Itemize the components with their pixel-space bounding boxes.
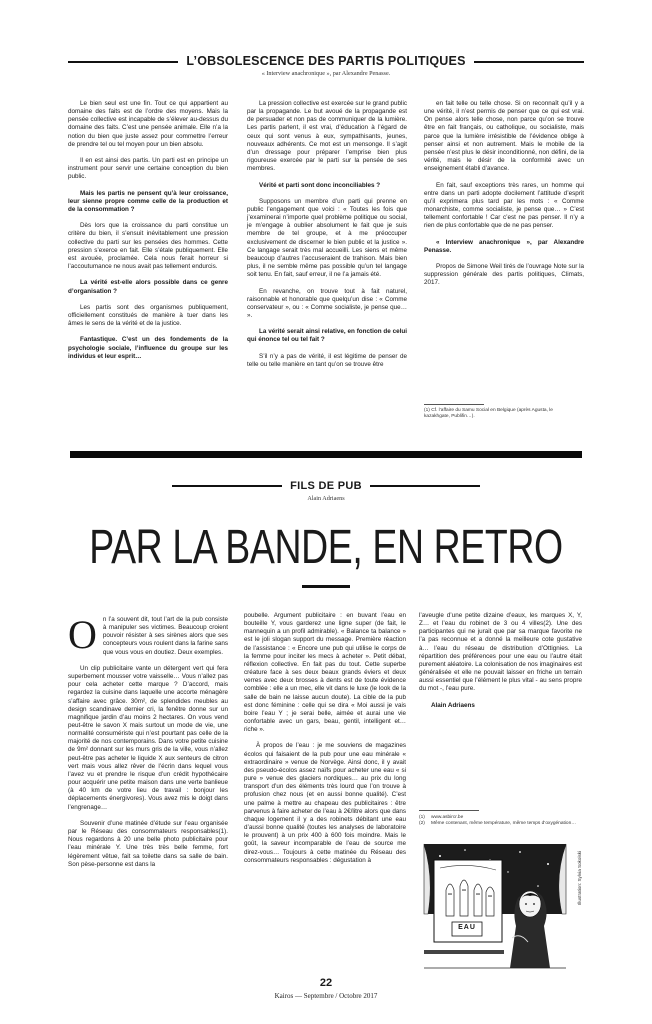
article2-column-2	[244, 612, 406, 873]
drop-cap: O	[68, 612, 97, 657]
page-number: 22	[319, 977, 333, 989]
paragraph: poubelle. Argument publicitaire : en buvant l’eau en bouteille Y, vous garderez une ligne super (de fait, le mannequin a un profil admirable). « Balance ta balance » est le joli slogan support du message. Première réaction de l’assistance : « Encore une pub qui utilise le corps de la femme pour inciter les mecs à acheter ». Petit débat, réflexion collective. En fait pas du tout. Cette superbe créature face à ses deux beaux grands éviers et deux verres avec deux brosses à dents est de toute évidence comblée : elle a un mec, elle vit dans le luxe (le look de la salle de bain ne laisse aucun doute). La cible de la pub est donc féminine : celle qui se dira « Moi aussi je vais boire l’eau Y ; je serai belle, aimée et aurai une vie confortable avec un gars, beau, gentil, intelligent et… riche ».	[244, 612, 406, 734]
paragraph: l’aveugle d’une petite dizaine d’eaux, les marques X, Y, Z… et l’eau du robinet de 3 ou 4 villes(2). Une des participantes qui ne jurait que par sa marque favorite ne l’a pas reconnue et a donné la meilleure cote gustative à… l’eau du réseau de distribution d’Ottignies. La répartition des préférences pour une eau ou l’autre était purement aléatoire. La colonisation de nos imaginaires est généralisée et elle ne pouvait laisser en friche un terrain aussi essentiel que l’élément le plus vital - au sens propre du mot -, l’eau pure.	[419, 612, 582, 693]
interview-question: Fantastique. C’est un des fondements de la psychologie sociale, l’influence du groupe sur les individus et leur esprit…	[68, 336, 228, 360]
paragraph: Les partis sont des organismes publiquement, officiellement constitués de manière à tuer dans les âmes le sens de la vérité et de la justice.	[68, 303, 228, 328]
paragraph: Propos de Simone Weil tirés de l’ouvrage Note sur la suppression générale des partis politiques, Climats, 2017.	[424, 263, 584, 287]
paragraph: Le bien seul est une fin. Tout ce qui appartient au domaine des faits est de l’ordre des moyens. Mais la pensée collective est incapable de s’élever au-dessus du domaine des faits. C’est une pensée animale. Elle n’a la notion du bien que juste assez pour commettre l’erreur de prendre tel ou tel moyen pour un bien absolu.	[68, 100, 228, 148]
paragraph: En revanche, on trouve tout à fait naturel, raisonnable et honorable que quelqu’un dise : « Comme conservateur », ou : « Comme socialiste, je pense que… ».	[247, 287, 407, 320]
article1-column-1	[68, 100, 228, 369]
paragraph: La pression collective est exercée sur le grand public par la propagande. Le but avoué de la propagande est de persuader et non pas de communiquer de la lumière. Les partis parlent, il est vrai, d’éducation à l’égard de ceux qui sont venus à eux, sympathisants, jeunes, nouveaux adhérents. Ce mot est un mensonge. Il s’agit d’un dressage pour préparer l’emprise bien plus rigoureuse exercée par le parti sur la pensée de ses membres.	[247, 100, 407, 173]
paragraph: n l’a souvent dit, tout l’art de la pub consiste à manipuler ses victimes. Beaucoup croient pouvoir résister à ses sirènes alors que ses concepteurs vous roulent dans la farine sans que vous vous en doutiez. Deux exemples.	[102, 616, 228, 656]
paragraph: S’il n’y a pas de vérité, il est légitime de penser de telle ou telle manière en tant qu’on se trouve être	[247, 352, 407, 368]
rubric-rule-left	[172, 485, 282, 487]
issue-footer: Kairos — Septembre / Octobre 2017	[274, 992, 378, 1000]
rubric-rule-right	[370, 485, 480, 487]
paragraph: Dès lors que la croissance du parti constitue un critère du bien, il s’ensuit inévitablement une pression collective du parti sur les pensées des hommes. Cette pression s’exerce en fait. Elle s’étale publiquement. Elle est avouée, proclamée. Cela nous ferait horreur si l’accoutumance ne nous avait pas tellement endurcis.	[68, 222, 228, 271]
paragraph: Il en est ainsi des partis. Un parti est en principe un instrument pour servir une certaine conception du bien public.	[68, 157, 228, 181]
paragraph: En fait, sauf exceptions très rares, un homme qui entre dans un parti adopte docilement l’attitude d’esprit qu’il exprimera plus tard par les mots : « Comme monarchiste, comme socialiste, je pense que… » C’est tellement confortable ! Car c’est ne pas penser. Il n’y a rien de plus confortable que de ne pas penser.	[424, 181, 584, 230]
interview-question: La vérité serait ainsi relative, en fonction de celui qui énonce tel ou tel fait ?	[247, 328, 407, 344]
footnote: (1) Cf. l’affaire du Samu Social en Belgique (après Agusta, le kazakhgate, Publifin…).	[424, 408, 553, 419]
paragraph: Supposons un membre d’un parti qui prenne en public l’engagement que voici : « Toutes les fois que j’examinerai n’importe quel problème politique ou social, je m’engage à oublier absolument le fait que je suis membre de tel groupe, et à me préoccuper exclusivement de discerner le bien public et la justice ». Ce langage serait très mal accueilli. Les siens et même beaucoup d’autres l’accuseraient de trahison. Mais bien plus, il ne semble même pas possible qu’un tel langage soit tenu. En fait, sauf erreur, il ne l’a jamais été.	[247, 197, 407, 279]
article-headline: PAR LA BANDE, EN RETRO	[89, 521, 563, 574]
rubric-title-text: FILS DE PUB	[290, 480, 362, 492]
footnote-divider	[419, 810, 479, 811]
interview-question: Vérité et parti sont donc inconciliables ?	[259, 181, 381, 189]
article2-column-3	[419, 612, 582, 718]
article2-column-1	[68, 612, 228, 877]
article1-column-3	[424, 100, 584, 296]
section-title-text: L’OBSOLESCENCE DES PARTIS POLITIQUES	[186, 54, 466, 68]
interview-question: La vérité est-elle alors possible dans ce genre d’organisation ?	[68, 279, 228, 295]
interview-question: « Interview anachronique », par Alexandre Penasse.	[424, 238, 584, 254]
paragraph: Souvenir d’une matinée d’étude sur l’eau organisée par le Réseau des consommateurs responsables(1). Nous regardons à 20 une belle photo publicitaire pour l’eau minérale Y. Une très très belle femme, fort légèrement vêtue, fait sa toilette dans sa salle de bain. Son pèse-personne est dans la	[68, 819, 228, 868]
water-cartoon-illustration	[420, 838, 570, 973]
eau-sign-text: EAU	[458, 924, 476, 931]
footnote-2: (2) Même contenant, même température, même temps d’oxygénation…	[419, 821, 577, 827]
author-signature: Alain Adriaens	[431, 701, 475, 709]
title-rule-right	[474, 61, 584, 63]
paragraph: À propos de l’eau : je me souviens de magazines écolos qui faisaient de la pub pour une eau minérale « extraordinaire » venue de Norvège. Ainsi donc, il y avait des pseudo-écolos assez naïfs pour acheter une eau « si pure » venue des glaciers nordiques… au prix du long transport d’un des éléments très lourd que l’on trouve à profusion chez nous (et en aussi bonne qualité). C’est une palme à mettre au chapeau des publicitaires : être parvenus à faire acheter de l’eau à 2€/litre alors que dans chaque logement il y a des robinets débitant une eau d’aussi bonne qualité (toutes les analyses de laboratoire le prouvent) à un prix 400 à 600 fois moindre. Mais le goût, la saveur incomparable de l’eau de source me direz-vous… Toujours à cette matinée du Réseau des consommateurs responsables : dégustation à	[244, 742, 406, 864]
paragraph: en fait telle ou telle chose. Si on reconnaît qu’il y a une vérité, il n’est permis de penser que ce qui est vrai. On pense alors telle chose, non parce qu’on se trouve être en fait français, ou catholique, ou socialiste, mais parce que la lumière irrésistible de l’évidence oblige à penser ainsi et non autrement. Mais le mobile de la pensée n’est plus le désir inconditionné, non défini, de la vérité, mais le désir de la conformité avec un enseignement établi d’avance.	[424, 100, 584, 173]
section-title	[0, 54, 652, 68]
interview-question: Mais les partis ne pensent qu’à leur croissance, leur sienne propre comme celle de la production et de la consommation ?	[68, 189, 228, 213]
headline-rule	[302, 585, 350, 588]
rubric-title	[0, 480, 652, 492]
footnotes	[419, 815, 582, 828]
section-subtitle: « Interview anachronique », par Alexandre Penasse.	[261, 70, 391, 77]
title-rule-left	[68, 61, 178, 63]
footnote-divider	[424, 404, 484, 405]
paragraph: Un clip publicitaire vante un détergent vert qui fera superbement mousser votre vaisselle… Vous n’allez pas pour cela acheter cette marque ? D’accord, mais regardez la cuisine dans laquelle une accorte ménagère s’affaire avec grâce. 30m², de splendides meubles au design scandinave dernier cri, la fenêtre donne sur un magnifique jardin d’au moins 2 hectares. On vous vend peut-être le savon X mais surtout un mode de vie, une normalité consumériste qui n’est pourtant pas celle de la majorité de nos contemporains. Dans votre petite cuisine de 9m² donnant sur les murs gris de la ville, vous n’allez peut-être pas acheter le liquide X aux senteurs de citron vert mais vous allez rêver de l’écrin dans lequel vous l’avez vu et prendre le risque d’un crédit hypothécaire pour acquérir une petite maison dans une verte banlieue (à 40 km de votre lieu de travail : bonjour les déplacements énergivores). Vous avez mis le doigt dans l’engrenage…	[68, 664, 228, 811]
footnote-1: (1) www.asbircr.be	[419, 815, 464, 820]
rubric-author: Alain Adriaens	[307, 495, 345, 502]
article1-column-2	[247, 100, 407, 377]
illustration-credit: Illustration: Sylvia Sokolski	[577, 850, 582, 905]
section-separator	[70, 451, 582, 458]
